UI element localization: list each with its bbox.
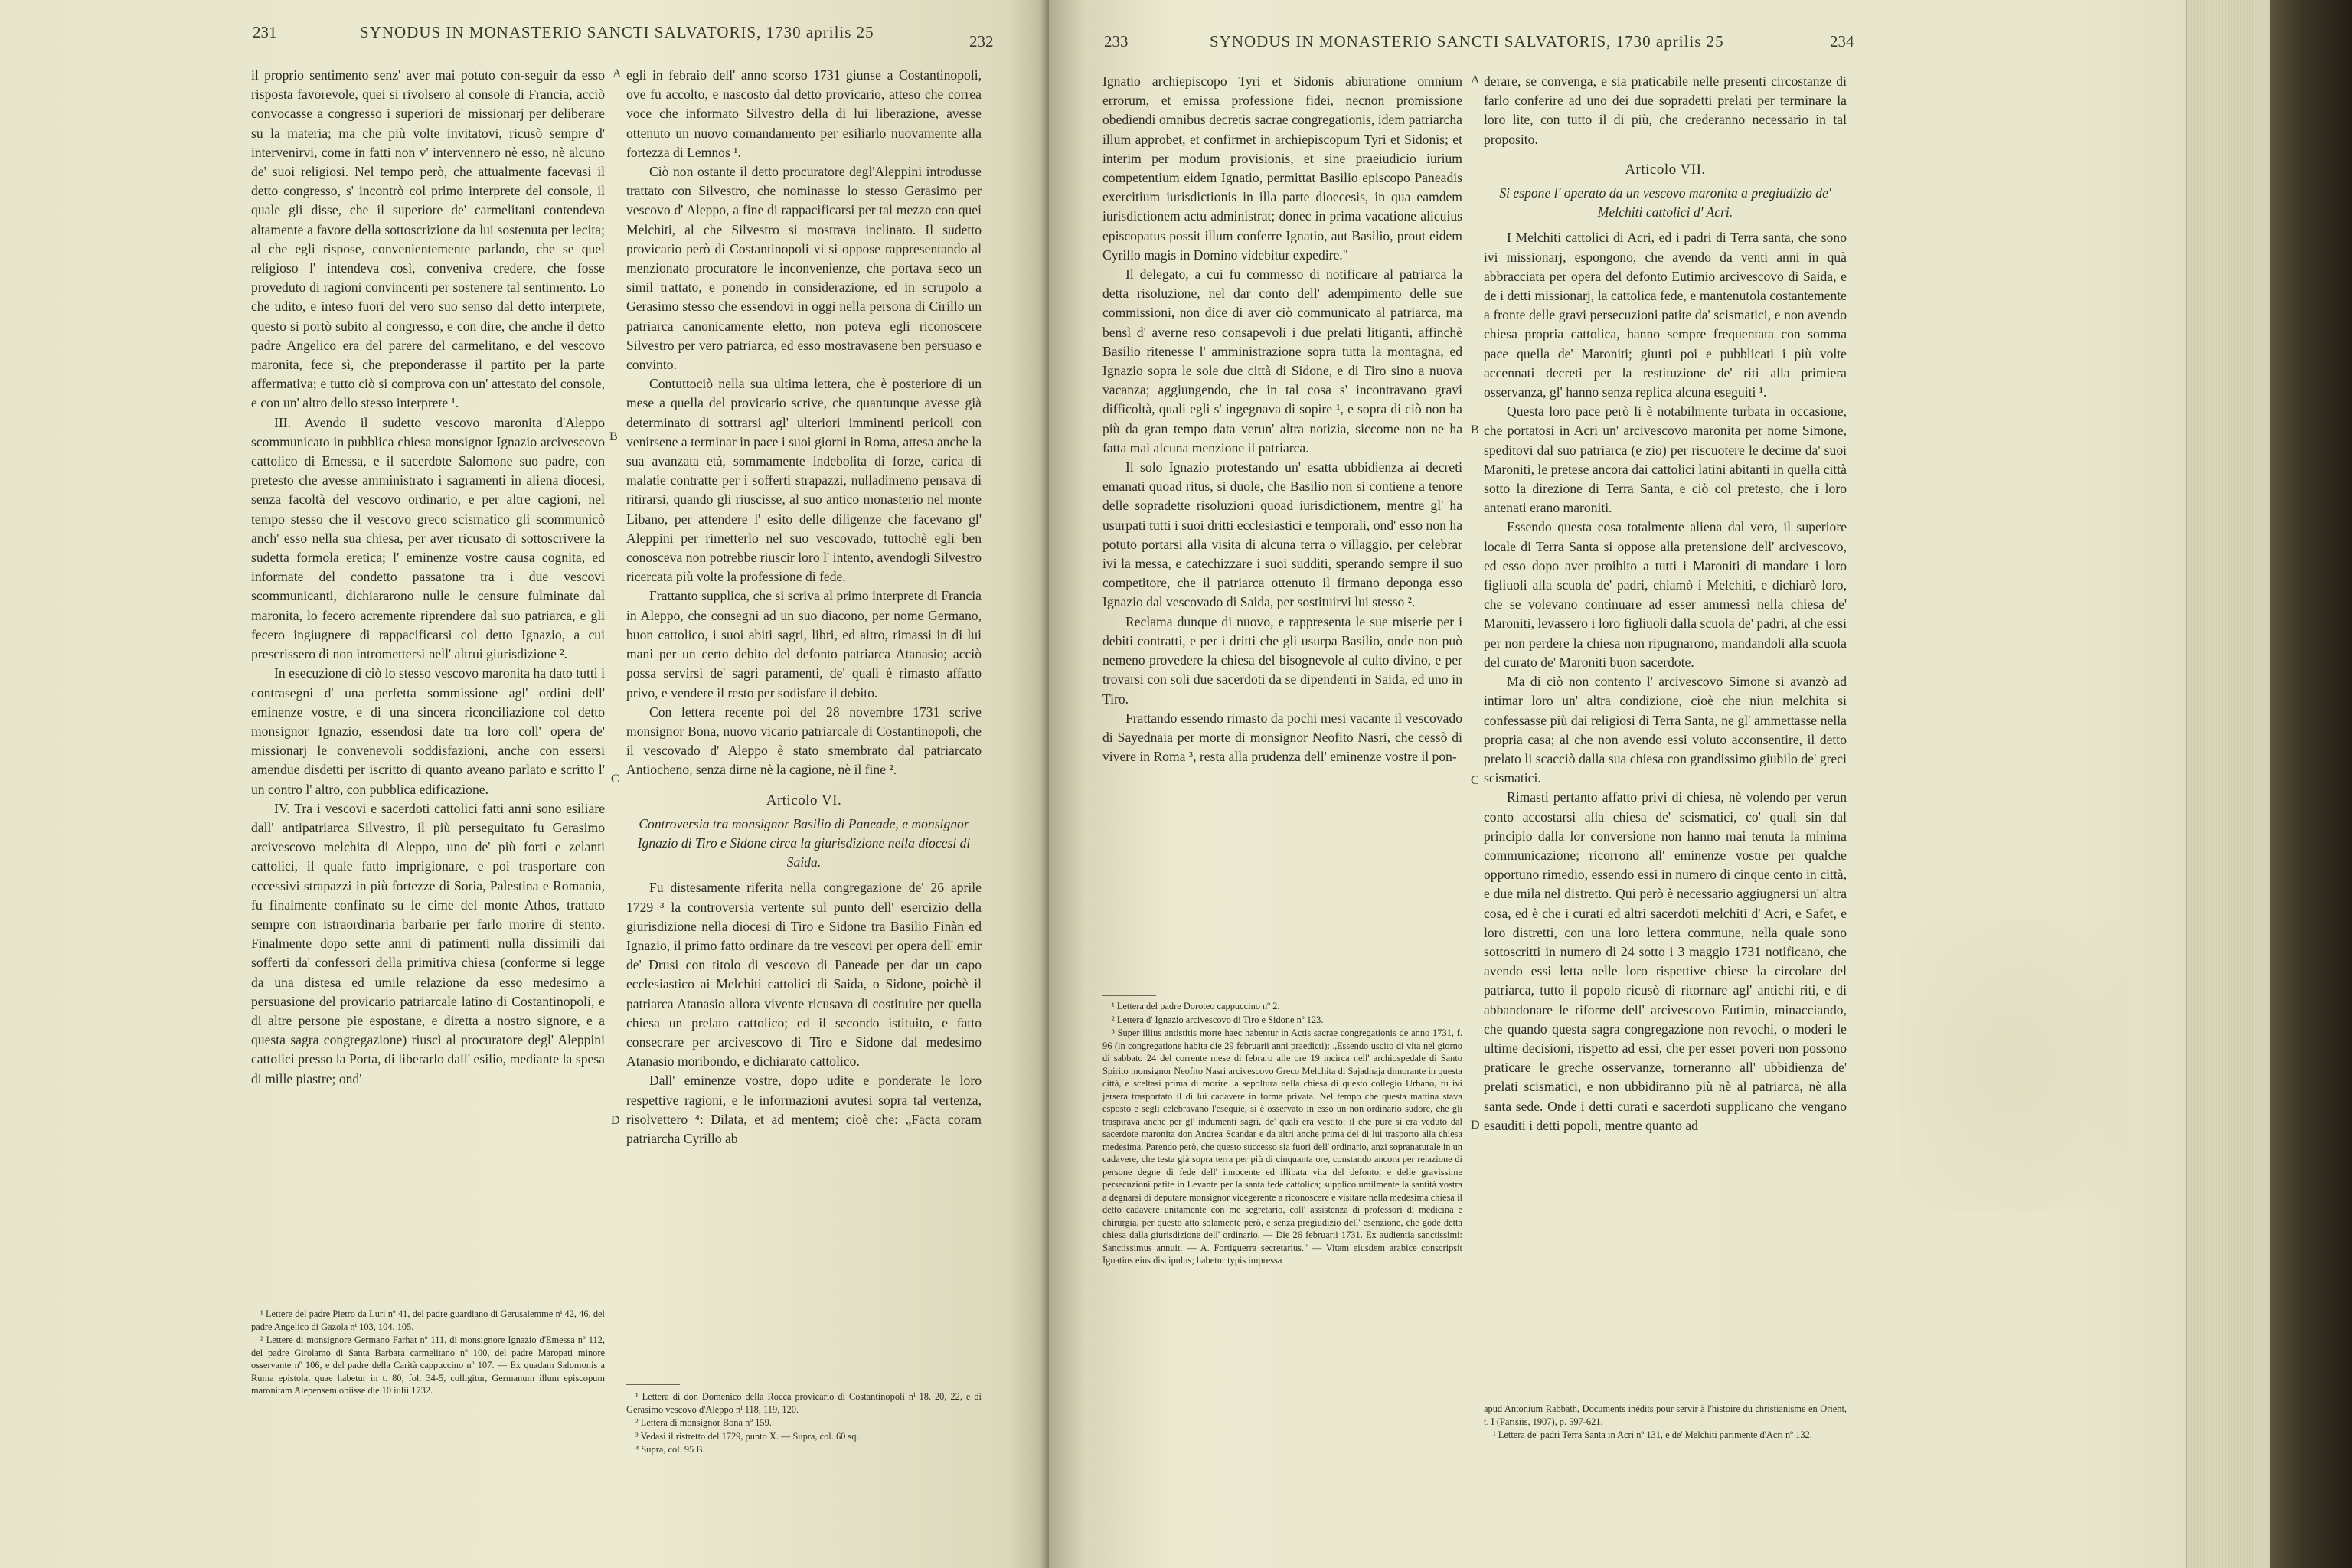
paragraph: Reclama dunque di nuovo, e rappresenta le sue miserie per i debiti contratti, e per i dritti che gli usurpa Basilio, onde non può nemeno provedere la chiesa del bisognevole al culto divino, e per trovarsi con soli due sacerdoti da se dipendenti in Saida, ed uno in Tiro. [1102, 613, 1462, 707]
paragraph: Ciò non ostante il detto procuratore degl'Aleppini introdusse trattato con Silvestro, che nominasse lo stesso Gerasimo per vescovo d' Aleppo, a fine di rappacificarsi per tal mezzo con quei Melchiti, al che Silvestro si mostrava inclinato. Il sudetto provicario però di Costantinopoli vi si oppose rappresentando al menzionato procuratore le inconvenienze, che portava seco un simil trattato, e ponendo in considerazione, ed in scrupolo a Gerasimo stesso che essendovi in oggi nella persona di Cirillo un patriarca canonicamente eletto, non poteva egli riconoscere Silvestro per vero patriarca, ed esso mostravasene ben persuaso e convinto. [626, 164, 982, 373]
article-heading: Articolo VI. [766, 792, 842, 808]
margin-letter: D [611, 1114, 620, 1127]
footnote-rule [1102, 995, 1156, 996]
footnotes [1102, 1000, 1462, 1268]
footnote: apud Antonium Rabbath, Documents inédits pour servir à l'histoire du christianisme en Orient, t. I (Parisiis, 1907), p. 597-621. [1484, 1403, 1847, 1427]
paragraph: Contuttociò nella sua ultima lettera, che è posteriore di un mese a quella del provicario scrive, che quantunque avesse già determinato di sottrarsi agl' ulteriori imminenti pericoli con venirsene a terminar in pace i suoi giorni in Roma, attesa anche la sua avanzata età, sommamente indebolita di forze, carica di malatie contratte per i sofferti strapazzi, nulladimeno pensava di ritirarsi, quando gli riuscisse, al suo antico monasterio nel monte Libano, per attendere l' esito delle diligenze che facevano gl' Aleppini per rimetterlo nel suo vescovado, tuttochè egli ben conosceva non potrebbe riuscir loro l' intento, avendogli Silvestro ricercata più volte la professione di fede. [626, 376, 982, 585]
paragraph: III. Avendo il sudetto vescovo maronita d'Aleppo scommunicato in pubblica chiesa monsignor Ignazio arcivescovo cattolico di Emessa, e il sacerdote Salomone suo padre, con pretesto che avesse amministrato i sagramenti in aliena diocesi, senza facoltà del vescovo ordinario, e per altre cagioni, nel tempo stesso che il vescovo greco scismatico gli scommunicò anch' esso nella sua chiesa, per aver ricusato di sottoscrivere la sudetta formola eretica; l' eminenze vostre causa cognita, ed informate del condetto passatone tra i due vescovi scommunicanti, dichiararono nulle le censure fulminate dal maronita, lo fecero acremente riprendere dal suo patriarca, e gli fecero ingiugnere di rappacificarsi col detto Ignazio, a cui prescrissero di non intromettersi nell' altrui giurisdizione ². [251, 414, 605, 662]
running-head: SYNODUS IN MONASTERIO SANCTI SALVATORIS, 1730 aprilis 25 [1210, 32, 1724, 51]
paragraph: Frattando essendo rimasto da pochi mesi vacante il vescovado di Sayednaia per morte di monsignor Neofito Nasri, che cessò di vivere in Roma ³, resta alla prudenza dell' eminenze vostre il pon- [1102, 710, 1462, 765]
footnotes [626, 1390, 982, 1457]
paragraph: Il delegato, a cui fu commesso di notificare al patriarca la detta risoluzione, nel dar conto dell' adempimento delle sue commissioni, non dice di aver ciò communicato al patriarca, ma bensì d' averne reso consapevoli i due prelati litiganti, affinchè Basilio ritenesse l' amministrazione sopra tutta la montagna, ed Ignazio sopra le sole due città di Sidone, e di Tiro sino a nuova vacanza; aggiungendo, che in tal cosa s' incontravano gravi difficoltà, quali egli s' ingegnava di sopire ¹, e sopra di ciò non ha più da gran tempo data verun' altra notizia, siccome non ne ha fatta mai alcuna menzione il patriarca. [1102, 266, 1462, 456]
article-heading: Articolo VII. [1625, 161, 1706, 178]
footnotes [251, 1308, 605, 1398]
footnote: ¹ Lettera del padre Doroteo cappuccino nº 2. [1112, 1001, 1280, 1011]
page-number: 233 [1104, 32, 1129, 51]
paragraph: Ma di ciò non contento l' arcivescovo Simone si avanzò ad intimar loro un' altra condizione, cioè che niun melchita si confessasse più dai religiosi di Terra Santa, ne gl' ammettasse nella propria casa; al che non avendo essi voluto acconsentire, il detto prelato li scacciò dalla sua chiesa con grandissimo giubilo de' greci scismatici. [1484, 674, 1847, 786]
text-column-left [251, 66, 605, 1089]
page-number: 231 [253, 23, 277, 41]
footnote: ² Lettera d' Ignazio arcivescovo di Tiro e Sidone nº 123. [1112, 1014, 1324, 1025]
margin-letter: D [1471, 1119, 1480, 1132]
paragraph: Questa loro pace però li è notabilmente turbata in occasione, che portatosi in Acri un' arcivescovo maronita per nome Simone, speditovi dal suo patriarca (e zio) per riscuotere le decime da' suoi Maroniti, le pretese ancora dai cattolici latini abitanti in quella città sotto la direzione di Terra Santa, e ciò col pretesto, che i loro antenati erano maroniti. [1484, 403, 1847, 516]
paragraph: Dall' eminenze vostre, dopo udite e ponderate le loro respettive ragioni, e le informazioni avutesi sopra tal vertenza, risolvettero ⁴: Dilata, et ad mentem; cioè che: „Facta coram patriarcha Cyrillo ab [626, 1073, 982, 1146]
text-column-left [1102, 72, 1462, 766]
page-smudge [1899, 919, 2128, 1210]
footnote: ³ Super illius antistitis morte haec habentur in Actis sacrae congregationis de anno 1731, f. 96 (in congregatione habita die 29 februarii anni praedicti): „Essendo uscito di vita nel giorno di sabbato 24 del corrente mese di febraro alle ore 19 incirca nell' archiospedale di Santo Spirito monsignor Neofito Nasri arcivescovo Greco Melchita di Sajadnaja dimorante in questa città, e sceltasi prima di morire la sepoltura nella chiesa di questo collegio Urbano, fu ivi jersera trasportato il di lui cadavere in forma privata. Nel tempo che questa mattina stava esposto e segli celebravano l'esequie, si è osservato in esso un non ordinario sudore, che gli traspirava anche per gl' indumenti sagri, de' quali era vestito: il che pure si era veduto dal sacerdote maronita don Andrea Scandar e da altri anche prima del di lui trasporto alla chiesa medesima. Parendo però, che questo successo sia fuori dell' ordinario, anzi sopranaturale in un cadavere, che testa già sopra terra per più di cinquanta ore, constando ancora per relazione di persone degne di fede dell' innocente ed illibata vita del defonto, e delle gravissime persecuzioni patite in Levante per la santa fede cattolica; supplico umilmente la santità vostra a degnarsi di deputare monsignor vicegerente a riconoscere e visitare nella medesima chiesa il detto cadavere unitamente con me segretario, coll' assistenza di professori di medicina e chirurgia, per questo atto solamente però, e senza pregiudizio dell' esenzione, che gode detta chiesa dalla giurisdizione dell' ordinario. — Die 26 februarii 1731. Ex audientia sanctissimi: Sanctissimus annuit. — A. Fortiguerra secretarius." — Vitam eiusdem arabice conscripsit Ignatius eius discipulus; habetur typis impressa [1102, 1027, 1462, 1266]
paragraph: In esecuzione di ciò lo stesso vescovo maronita ha dato tutti i contrasegni d' una perfetta sommissione agl' ordini dell' eminenze vostre, e di una sincera riconciliazione col detto monsignor Ignazio, essendosi date tra loro coll' opera de' missionarj le convenevoli soddisfazioni, anche con essersi amendue disdetti per iscritto di quanto aveano parlato e scritto l' un contro l' altro, con pubblica edificazione. [251, 665, 605, 797]
paragraph: I Melchiti cattolici di Acri, ed i padri di Terra santa, che sono ivi missionarj, espongono, che avendo da venti anni in quà abbracciata per opera del defonto Eutimio arcivescovo di Saida, e de i detti missionarj, la cattolica fede, e mantenutola costantemente a fronte delle gravi persecuzioni patite da' scismatici, e non avendo chiesa propria cattolica, hanno sempre frequentata con somma pace quella de' Maroniti; giunti poi e pubblicati i più volte accennati decreti per la restituzione de' riti alla primiera osservanza, gl' hanno senza replica alcuna eseguiti ¹. [1484, 230, 1847, 400]
paragraph: Ignatio archiepiscopo Tyri et Sidonis abiuratione omnium errorum, et emissa professione fidei, necnon promissione obediendi omnibus decretis sacrae congregationis, idem patriarcha illum approbet, et confirmet in archiepiscopum Tyri et Sidonis; et interim per modum provisionis, et sine praeiudicio iurium competentium eidem Ignatio, permittat Basilio episcopo Paneadis exercitium iurisdictionis in illa parte dioecesis, in qua eamdem iurisdictionem actu administrat; donec in prima vacatione alicuius episcopatus possit illum conferre Ignatio, aut Basilio, prout eidem Cyrillo magis in Domino videbitur expedire." [1102, 74, 1462, 263]
margin-letter: A [1471, 74, 1480, 87]
margin-letter: B [609, 430, 618, 443]
footnote: ² Lettera di monsignor Bona nº 159. [635, 1417, 772, 1428]
paragraph: derare, se convenga, e sia praticabile nelle presenti circostanze di farlo conferire ad uno dei due sopradetti prelati per terminare la loro lite, con tutto il di più, che crederanno necessario in tal proposito. [1484, 74, 1847, 147]
page-number: 232 [969, 32, 994, 51]
text-column-right [1484, 72, 1847, 1135]
footnote: ³ Vedasi il ristretto del 1729, punto X. — Supra, col. 60 sq. [635, 1430, 859, 1442]
paragraph: il proprio sentimento senz' aver mai potuto con-seguir da esso risposta favorevole, quei si rivolsero al console di Francia, acciò convocasse a congresso i superiori de' missionarj per deliberare su la materia; ma che più volte invitatovi, ricusò sempre d' intervenirvi, come in fatti non v' intervennero nè esso, nè alcuno de' suoi religiosi. Nel tempo però, che attualmente facevasi il detto congresso, s' incontrò col primo interprete del console, il quale gli disse, che il superiore de' carmelitani contendeva altamente a favore della sottoscrizione da lui sostenuta per lecita; al che egli rispose, convenientemente parlando, che se quel religioso l' intendeva così, conveniva credere, che fosse proveduto di ragioni convincenti per sostenere tal sentimento. Lo che udito, e inteso fuori del vero suo senso dal detto interprete, questo si portò subito al congresso, e con dire, che anche il detto padre Angelico era del parere del carmelitano, e del vescovo maronita, fece sì, che preponderasse il partito per la parte affermativa; e tutto ciò si comprova con un' attestato del console, e con un' altro dello stesso interprete ¹. [251, 67, 605, 411]
footnote: ⁴ Supra, col. 95 B. [635, 1444, 705, 1455]
page-edges [2186, 0, 2271, 1568]
footnote: ² Lettere di monsignore Germano Farhat nº 111, di monsignore Ignazio d'Emessa nº 112, del padre Girolamo di Santa Barbara carmelitano nº 100, del padre Maropati minore osservante nº 106, e del padre della Carità cappuccino nº 107. — Ex quadam Salomonis a Ruma epistola, quae habetur in t. 80, fol. 34-5, colligitur, Germanum illum episcopum maronitam Alepensem obiisse die 10 iulii 1732. [251, 1334, 605, 1396]
footnotes [1484, 1403, 1847, 1442]
paragraph: Il solo Ignazio protestando un' esatta ubbidienza ai decreti emanati quoad ritus, si duole, che Basilio non si contiene a tenore delle sopradette risoluzioni quoad iurisdictionem, mentre gl' ha usurpati tutti i suoi dritti ecclesiastici e temporali, ond' esso non ha potuto portarsi alla visita di alcuna terra o villaggio, per celebrar ivi la messa, e catechizzare i suoi sudditi, sperando sempre il suo competitore, che il patriarca ottenuto il firmano deponga esso Ignazio dal vescovado di Saida, per sostituirvi lui stesso ². [1102, 459, 1462, 610]
paragraph: IV. Tra i vescovi e sacerdoti cattolici fatti anni sono esiliare dall' antipatriarca Silvestro, il più perseguitato fu Gerasimo arcivescovo melchita di Aleppo, uno de' più forti e zelanti cattolici, il quale fatto imprigionare, e poi trasportare con eccessivi strapazzi in più fortezze di Soria, Palestina e Romania, fu finalmente confinato su le cime del monte Athos, trattato sempre con istraordinaria barbarie per farlo morire di stento. Finalmente dopo sette anni di patimenti nulla dissimili dai sofferti da' confessori della primitiva chiesa (conforme si legge da una distesa ed umile relazione da esso medesimo a persuasione del provicario patriarcale latino di Costantinopoli, e di altre persone pie espostane, e diretta a nostro signore, e a questa sagra congregazione) riuscì al procuratore degl' Aleppini cattolici presso la Porta, di liberarlo dall' esilio, mediante la spesa di mille piastre; ond' [251, 800, 605, 1086]
paragraph: egli in febraio dell' anno scorso 1731 giunse a Costantinopoli, ove fu accolto, e nascosto dal detto provicario, atteso che correa voce che informato Silvestro della di lui liberazione, avesse ottenuto un nuovo comandamento per esiliarlo nuovamente alla fortezza di Lemnos ¹. [626, 67, 982, 160]
margin-letter: C [1471, 774, 1479, 787]
right-page [1049, 0, 2266, 1568]
page-number: 234 [1830, 32, 1854, 51]
article-subtitle: Si espone l' operato da un vescovo maronita a pregiudizio de' Melchiti cattolici d' Acri. [1499, 185, 1831, 220]
footnote: ¹ Lettere del padre Pietro da Luri nº 41, del padre guardiano di Gerusalemme nⁱ 42, 46, del padre Angelico di Gazola nⁱ 103, 104, 105. [251, 1308, 605, 1332]
margin-letter: B [1471, 423, 1479, 436]
footnote-rule [626, 1384, 680, 1385]
left-page [0, 0, 1049, 1568]
paragraph: Con lettera recente poi del 28 novembre 1731 scrive monsignor Bona, nuovo vicario patriarcale di Costantinopoli, che il vescovado d' Aleppo è stato smembrato dal patriarcato Antiocheno, senza dirne nè la cagione, nè il fine ². [626, 704, 982, 778]
running-head: SYNODUS IN MONASTERIO SANCTI SALVATORIS, 1730 aprilis 25 [360, 23, 874, 41]
paragraph: Rimasti pertanto affatto privi di chiesa, nè volendo per verun conto accostarsi alla chiesa de' scismatici, co' quali sin dal principio dalla lor conversione non hanno mai tenuta la minima communicazione; ricorrono all' eminenze vostre per qualche opportuno rimedio, essendo essi in numero di cinque cento in città, e due mila nel distretto. Qui però è necessario aggiugnersi un' altra cosa, ed è che i curati ed altri sacerdoti melchiti d' Acri, e Safet, e loro distretti, con una loro lettera commune, nella quale sono sottoscritti in numero di 24 sotto i 3 maggio 1731 notificano, che avendo essi letta nelle loro rispettive chiese la circolare del patriarca, tutto il popolo ricusò di ritornare agl' antichi riti, e di abbandonare le riforme dell' arcivescovo Eutimio, minacciando, che quando questa sagra congregazione non revochi, o moderi le ultime decisioni, rispetto ad essi, che per esser poveri non possono praticare le greche osservanze, torneranno all' ubbidienza de' prelati scismatici, e non ubbidiranno più nè al patriarca, nè alla santa sede. Onde i detti curati e sacerdoti supplicano che vengano esauditi i detti popoli, mentre quanto ad [1484, 789, 1847, 1133]
margin-letter: A [612, 67, 622, 80]
text-column-right [626, 66, 982, 1148]
book-cover [2270, 0, 2352, 1568]
footnote: ¹ Lettera di don Domenico della Rocca provicario di Costantinopoli nⁱ 18, 20, 22, e di Gerasimo vescovo d'Aleppo nⁱ 118, 119, 120. [626, 1391, 982, 1415]
article-subtitle: Controversia tra monsignor Basilio di Paneade, e monsignor Ignazio di Tiro e Sidone circa la giurisdizione nella diocesi di Saida. [637, 815, 971, 871]
paragraph: Essendo questa cosa totalmente aliena dal vero, il superiore locale di Terra Santa si oppose alla pretensione dell' arcivescovo, ed esso dopo aver proibito a tutti i Maroniti di mandare i loro figliuoli alla scuola de' padri, chiamò i Melchiti, e dichiarò loro, che se volevano continuare ad esser ammessi nella chiesa de' Maroniti, levassero i loro figliuoli dalla scuola de' padri, al che essi per non perdere la chiesa non ripugnarono, mandandoli alla scuola del curato de' Maroniti buon sacerdote. [1484, 519, 1847, 670]
paragraph: Frattanto supplica, che si scriva al primo interprete di Francia in Aleppo, che consegni ad un suo diacono, per nome Germano, buon cattolico, i suoi abiti sagri, libri, ed altro, rimassi in di lui mani per un certo debito del defonto patriarca Atanasio; acciò possa servirsi de' sagri paramenti, de' quali è rimasto affatto privo, e vendere il resto per sodisfare il debito. [626, 588, 982, 701]
margin-letter: C [611, 773, 619, 786]
footnote: ¹ Lettera de' padri Terra Santa in Acri nº 131, e de' Melchiti parimente d'Acri nº 132. [1493, 1429, 1812, 1440]
paragraph: Fu distesamente riferita nella congregazione de' 26 aprile 1729 ³ la controversia vertente sul punto dell' esercizio della giurisdizione nella diocesi di Tiro e Sidone tra Basilio Finàn ed Ignazio, il primo fatto ordinare da tre vescovi per opera dell' emir de' Drusi con titolo di vescovo di Paneade per dar un capo ecclesiastico ai Melchiti cattolici di Saida, o Sidone, poichè il patriarca Atanasio allora vivente ricusava di costituire per quella chiesa un prelato cattolico; ed il secondo istituito, e fatto consecrare per arcivescovo di Tiro e Sidone dal medesimo Atanasio moribondo, e dichiarato cattolico. [626, 880, 982, 1070]
